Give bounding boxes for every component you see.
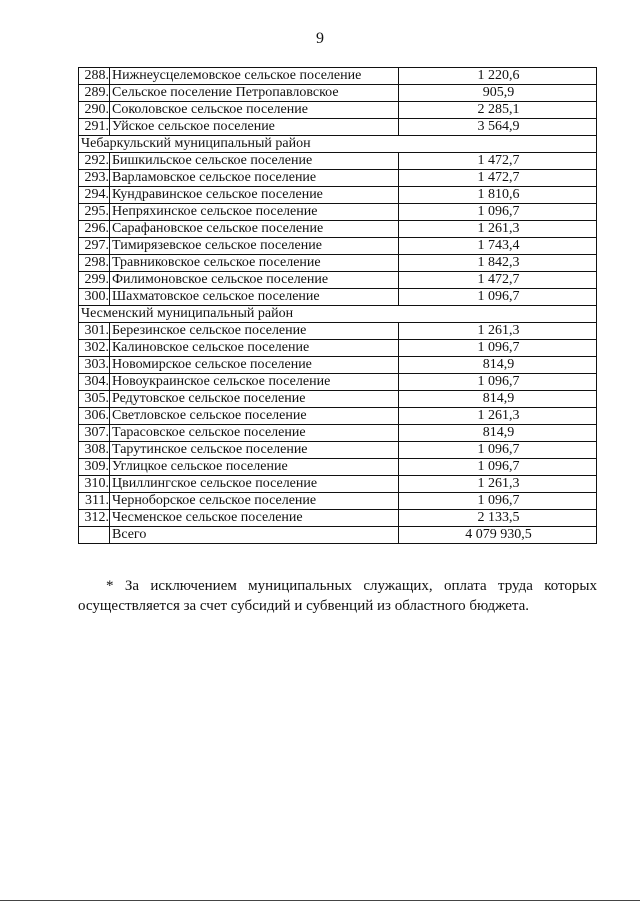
settlement-name: Травниковское сельское поселение bbox=[110, 255, 399, 272]
settlement-name: Тимирязевское сельское поселение bbox=[110, 238, 399, 255]
table-row bbox=[79, 442, 597, 459]
table-row bbox=[79, 425, 597, 442]
page-number: 9 bbox=[316, 30, 324, 47]
settlement-name: Кундравинское сельское поселение bbox=[110, 187, 399, 204]
row-number: 302. bbox=[79, 340, 110, 357]
settlement-name: Шахматовское сельское поселение bbox=[110, 289, 399, 306]
settlement-name: Цвиллингское сельское поселение bbox=[110, 476, 399, 493]
amount-value: 1 220,6 bbox=[399, 68, 597, 85]
table-row bbox=[79, 238, 597, 255]
row-number: 307. bbox=[79, 425, 110, 442]
row-number: 311. bbox=[79, 493, 110, 510]
district-name: Чесменский муниципальный район bbox=[79, 306, 597, 323]
row-number: 306. bbox=[79, 408, 110, 425]
amount-value: 1 472,7 bbox=[399, 272, 597, 289]
amount-value: 814,9 bbox=[399, 425, 597, 442]
district-row bbox=[79, 136, 597, 153]
total-row bbox=[79, 527, 597, 544]
amount-value: 1 096,7 bbox=[399, 340, 597, 357]
table-row bbox=[79, 357, 597, 374]
amount-value: 1 261,3 bbox=[399, 476, 597, 493]
settlement-name: Светловское сельское поселение bbox=[110, 408, 399, 425]
settlement-name: Березинское сельское поселение bbox=[110, 323, 399, 340]
amount-value: 1 472,7 bbox=[399, 170, 597, 187]
row-number: 290. bbox=[79, 102, 110, 119]
amount-value: 814,9 bbox=[399, 357, 597, 374]
table-row bbox=[79, 119, 597, 136]
footnote: * За исключением муниципальных служащих, оплата труда которых осуществляется за счет субсидий и субвенций из областного бюджета. bbox=[78, 578, 597, 614]
settlements-table bbox=[78, 67, 597, 544]
row-number: 299. bbox=[79, 272, 110, 289]
amount-value: 1 261,3 bbox=[399, 408, 597, 425]
table-body bbox=[79, 68, 597, 544]
bottom-rule bbox=[0, 900, 640, 901]
settlement-name: Сельское поселение Петропавловское bbox=[110, 85, 399, 102]
row-number: 288. bbox=[79, 68, 110, 85]
table-row bbox=[79, 493, 597, 510]
table-row bbox=[79, 289, 597, 306]
table-row bbox=[79, 272, 597, 289]
table-row bbox=[79, 340, 597, 357]
amount-value: 1 261,3 bbox=[399, 323, 597, 340]
amount-value: 905,9 bbox=[399, 85, 597, 102]
row-number: 296. bbox=[79, 221, 110, 238]
row-number: 308. bbox=[79, 442, 110, 459]
settlement-name: Тарасовское сельское поселение bbox=[110, 425, 399, 442]
table-row bbox=[79, 187, 597, 204]
table-row bbox=[79, 204, 597, 221]
row-number: 295. bbox=[79, 204, 110, 221]
table-row bbox=[79, 170, 597, 187]
row-number: 289. bbox=[79, 85, 110, 102]
amount-value: 2 285,1 bbox=[399, 102, 597, 119]
amount-value: 1 096,7 bbox=[399, 442, 597, 459]
district-row bbox=[79, 306, 597, 323]
settlement-name: Всего bbox=[110, 527, 399, 544]
row-number: 294. bbox=[79, 187, 110, 204]
row-number: 310. bbox=[79, 476, 110, 493]
settlement-name: Калиновское сельское поселение bbox=[110, 340, 399, 357]
row-number: 300. bbox=[79, 289, 110, 306]
settlement-name: Варламовское сельское поселение bbox=[110, 170, 399, 187]
settlement-name: Нижнеусцелемовское сельское поселение bbox=[110, 68, 399, 85]
amount-value: 1 096,7 bbox=[399, 459, 597, 476]
row-number: 303. bbox=[79, 357, 110, 374]
amount-value: 2 133,5 bbox=[399, 510, 597, 527]
table-row bbox=[79, 374, 597, 391]
settlement-name: Редутовское сельское поселение bbox=[110, 391, 399, 408]
table-row bbox=[79, 68, 597, 85]
row-number: 292. bbox=[79, 153, 110, 170]
table-row bbox=[79, 102, 597, 119]
amount-value: 3 564,9 bbox=[399, 119, 597, 136]
amount-value: 1 096,7 bbox=[399, 204, 597, 221]
amount-value: 1 842,3 bbox=[399, 255, 597, 272]
table-row bbox=[79, 408, 597, 425]
row-number: 297. bbox=[79, 238, 110, 255]
settlement-name: Сарафановское сельское поселение bbox=[110, 221, 399, 238]
table-row bbox=[79, 85, 597, 102]
settlement-name: Черноборское сельское поселение bbox=[110, 493, 399, 510]
amount-value: 1 743,4 bbox=[399, 238, 597, 255]
table-row bbox=[79, 255, 597, 272]
table-row bbox=[79, 476, 597, 493]
settlement-name: Непряхинское сельское поселение bbox=[110, 204, 399, 221]
table-row bbox=[79, 510, 597, 527]
table-row bbox=[79, 459, 597, 476]
row-number bbox=[79, 527, 110, 544]
row-number: 304. bbox=[79, 374, 110, 391]
settlement-name: Углицкое сельское поселение bbox=[110, 459, 399, 476]
amount-value: 4 079 930,5 bbox=[399, 527, 597, 544]
table-row bbox=[79, 153, 597, 170]
settlement-name: Новомирское сельское поселение bbox=[110, 357, 399, 374]
table-row bbox=[79, 221, 597, 238]
settlement-name: Филимоновское сельское поселение bbox=[110, 272, 399, 289]
settlement-name: Новоукраинское сельское поселение bbox=[110, 374, 399, 391]
row-number: 293. bbox=[79, 170, 110, 187]
row-number: 305. bbox=[79, 391, 110, 408]
amount-value: 1 472,7 bbox=[399, 153, 597, 170]
row-number: 301. bbox=[79, 323, 110, 340]
row-number: 312. bbox=[79, 510, 110, 527]
district-name: Чебаркульский муниципальный район bbox=[79, 136, 597, 153]
table-row bbox=[79, 391, 597, 408]
settlement-name: Соколовское сельское поселение bbox=[110, 102, 399, 119]
amount-value: 1 261,3 bbox=[399, 221, 597, 238]
settlement-name: Тарутинское сельское поселение bbox=[110, 442, 399, 459]
amount-value: 814,9 bbox=[399, 391, 597, 408]
row-number: 309. bbox=[79, 459, 110, 476]
amount-value: 1 810,6 bbox=[399, 187, 597, 204]
row-number: 298. bbox=[79, 255, 110, 272]
row-number: 291. bbox=[79, 119, 110, 136]
amount-value: 1 096,7 bbox=[399, 493, 597, 510]
settlement-name: Бишкильское сельское поселение bbox=[110, 153, 399, 170]
table-row bbox=[79, 323, 597, 340]
amount-value: 1 096,7 bbox=[399, 289, 597, 306]
settlement-name: Уйское сельское поселение bbox=[110, 119, 399, 136]
amount-value: 1 096,7 bbox=[399, 374, 597, 391]
settlement-name: Чесменское сельское поселение bbox=[110, 510, 399, 527]
